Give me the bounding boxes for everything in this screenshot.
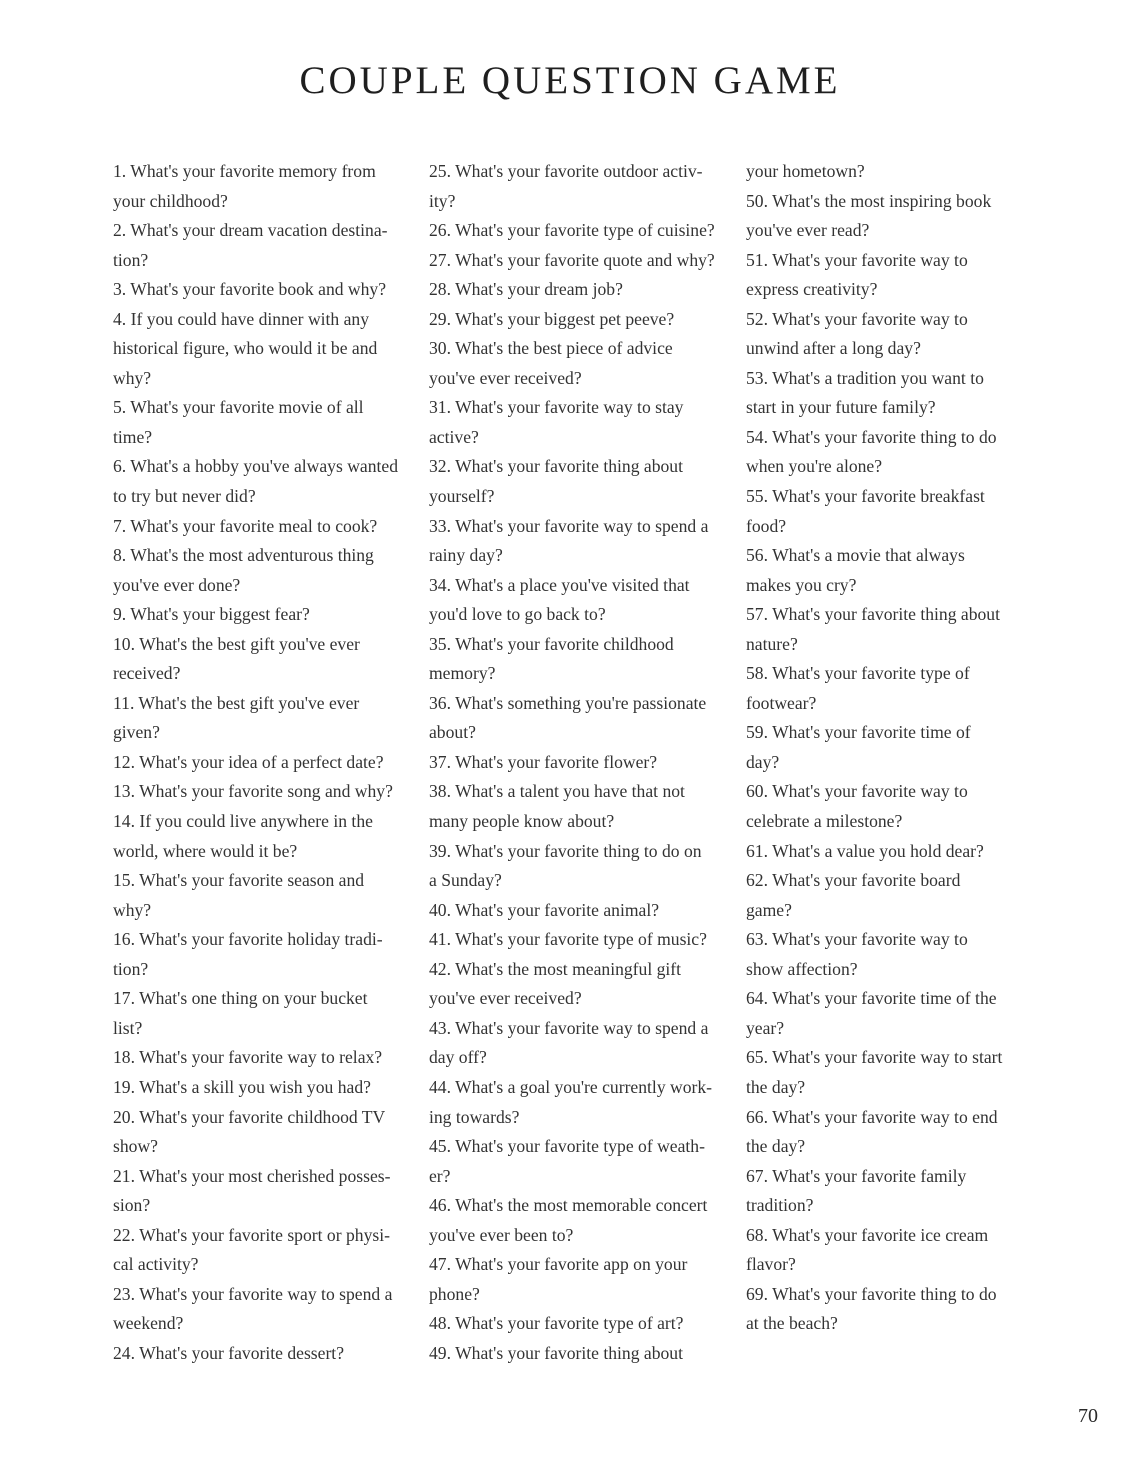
question-line: 10. What's the best gift you've ever [113,633,360,654]
question-line: 1. What's your favorite memory from [113,161,376,181]
question-line: 44. What's a goal you're currently work- [429,1076,713,1097]
question-line: show affection? [746,958,858,979]
question-column-1 [113,157,423,1368]
question-line: 69. What's your favorite thing to do [746,1283,997,1304]
question-line: 33. What's your favorite way to spend a [429,515,709,536]
question-line: 24. What's your favorite dessert? [113,1342,345,1363]
question-line: 21. What's your most cherished posses- [113,1165,391,1186]
question-line: 2. What's your dream vacation destina- [113,220,388,241]
question-line: 52. What's your favorite way to [746,308,968,329]
question-line: game? [746,899,792,920]
question-line: sion? [113,1195,151,1216]
question-line: 23. What's your favorite way to spend a [113,1283,393,1304]
question-line: start in your future family? [746,397,936,418]
question-line: yourself? [429,486,495,507]
question-line: footwear? [746,692,817,713]
question-line: 49. What's your favorite thing about [429,1342,683,1363]
question-line: 42. What's the most meaningful gift [429,958,682,979]
question-line: 66. What's your favorite way to end [746,1106,998,1127]
question-line: you've ever received? [429,367,582,388]
question-line: 17. What's one thing on your bucket [113,988,368,1009]
question-line: 60. What's your favorite way to [746,781,968,802]
question-line: 50. What's the most inspiring book [746,190,992,211]
question-line: 12. What's your idea of a perfect date? [113,751,384,772]
question-line: you've ever done? [113,574,241,595]
question-line: 6. What's a hobby you've always wanted [113,456,399,477]
question-line: 59. What's your favorite time of [746,722,971,743]
question-line: 20. What's your favorite childhood TV [113,1106,386,1127]
question-line: 39. What's your favorite thing to do on [429,840,702,861]
question-line: the day? [746,1136,806,1157]
question-line: at the beach? [746,1313,838,1334]
question-line: day? [746,751,780,772]
question-line: the day? [746,1076,806,1097]
question-line: when you're alone? [746,456,883,477]
question-column-3 [746,157,1046,1339]
question-line: 48. What's your favorite type of art? [429,1313,684,1334]
question-line: 9. What's your biggest fear? [113,604,310,625]
question-line: ity? [429,190,456,211]
question-line: to try but never did? [113,486,256,507]
question-line: world, where would it be? [113,840,298,861]
question-line: you've ever received? [429,988,582,1009]
question-line: 30. What's the best piece of advice [429,338,673,359]
question-line: tion? [113,249,149,270]
question-line: 7. What's your favorite meal to cook? [113,515,378,536]
question-line: show? [113,1136,158,1157]
question-line: 38. What's a talent you have that not [429,781,685,802]
question-line: 62. What's your favorite board [746,870,961,891]
question-line: 36. What's something you're passionate [429,692,707,713]
question-line: given? [113,722,160,743]
question-line: unwind after a long day? [746,338,921,359]
question-line: 40. What's your favorite animal? [429,899,660,920]
question-line: historical figure, who would it be and [113,338,378,359]
page-number: 70 [1078,1405,1098,1427]
question-line: 11. What's the best gift you've ever [113,692,360,713]
question-line: 15. What's your favorite season and [113,870,365,891]
page-title: COUPLE QUESTION GAME [299,59,841,102]
question-line: rainy day? [429,545,503,566]
question-line: 34. What's a place you've visited that [429,574,690,595]
question-line: 35. What's your favorite childhood [429,633,674,654]
question-line: 47. What's your favorite app on your [429,1254,688,1275]
question-line: tion? [113,958,149,979]
question-line: 27. What's your favorite quote and why? [429,249,715,270]
question-line: 56. What's a movie that always [746,545,965,566]
question-column-2 [429,157,739,1368]
question-line: time? [113,426,153,447]
question-line: 54. What's your favorite thing to do [746,426,997,447]
question-line: 28. What's your dream job? [429,279,623,300]
question-line: your childhood? [113,190,228,211]
question-line: active? [429,426,479,447]
question-line: celebrate a milestone? [746,811,903,832]
question-line: 57. What's your favorite thing about [746,604,1000,625]
question-line: 55. What's your favorite breakfast [746,486,985,507]
question-line: ing towards? [429,1106,520,1127]
question-line: express creativity? [746,279,878,300]
question-line: about? [429,722,476,743]
question-line: a Sunday? [429,870,502,891]
question-line: 41. What's your favorite type of music? [429,929,707,950]
question-line: 16. What's your favorite holiday tradi- [113,929,383,950]
question-line: weekend? [113,1313,184,1334]
question-line: flavor? [746,1254,796,1275]
question-line: 18. What's your favorite way to relax? [113,1047,383,1068]
question-line: year? [746,1017,785,1038]
question-line: er? [429,1165,451,1186]
question-line: makes you cry? [746,574,857,595]
question-line: 58. What's your favorite type of [746,663,970,684]
question-line: 67. What's your favorite family [746,1165,967,1186]
question-line: you've ever been to? [429,1224,574,1245]
question-line: 64. What's your favorite time of the [746,988,997,1009]
question-line: 45. What's your favorite type of weath- [429,1136,705,1157]
question-line: your hometown? [746,161,865,181]
question-line: nature? [746,633,798,654]
question-line: day off? [429,1047,487,1068]
question-line: 4. If you could have dinner with any [113,308,370,329]
question-line: why? [113,899,152,920]
question-line: 3. What's your favorite book and why? [113,279,387,300]
question-line: 22. What's your favorite sport or physi- [113,1224,390,1245]
question-line: 53. What's a tradition you want to [746,367,984,388]
question-line: 63. What's your favorite way to [746,929,968,950]
question-line: food? [746,515,787,536]
question-line: 26. What's your favorite type of cuisine? [429,220,715,241]
question-line: 8. What's the most adventurous thing [113,545,374,566]
question-line: why? [113,367,152,388]
question-line: 5. What's your favorite movie of all [113,397,364,418]
question-line: 61. What's a value you hold dear? [746,840,984,861]
question-line: 51. What's your favorite way to [746,249,968,270]
question-line: 25. What's your favorite outdoor activ- [429,161,703,181]
question-line: tradition? [746,1195,814,1216]
question-line: many people know about? [429,811,615,832]
question-line: 14. If you could live anywhere in the [113,811,373,832]
question-line: you'd love to go back to? [429,604,606,625]
question-line: 13. What's your favorite song and why? [113,781,393,802]
question-line: 19. What's a skill you wish you had? [113,1076,371,1097]
question-line: phone? [429,1283,480,1304]
question-line: cal activity? [113,1254,199,1275]
question-line: 65. What's your favorite way to start [746,1047,1003,1068]
question-line: 46. What's the most memorable concert [429,1195,708,1216]
question-line: received? [113,663,181,684]
question-line: 43. What's your favorite way to spend a [429,1017,709,1038]
question-line: 68. What's your favorite ice cream [746,1224,989,1245]
question-line: 31. What's your favorite way to stay [429,397,684,418]
question-line: 29. What's your biggest pet peeve? [429,308,675,329]
question-line: you've ever read? [746,220,870,241]
question-line: 32. What's your favorite thing about [429,456,683,477]
question-line: memory? [429,663,496,684]
question-line: list? [113,1017,143,1038]
question-line: 37. What's your favorite flower? [429,751,658,772]
